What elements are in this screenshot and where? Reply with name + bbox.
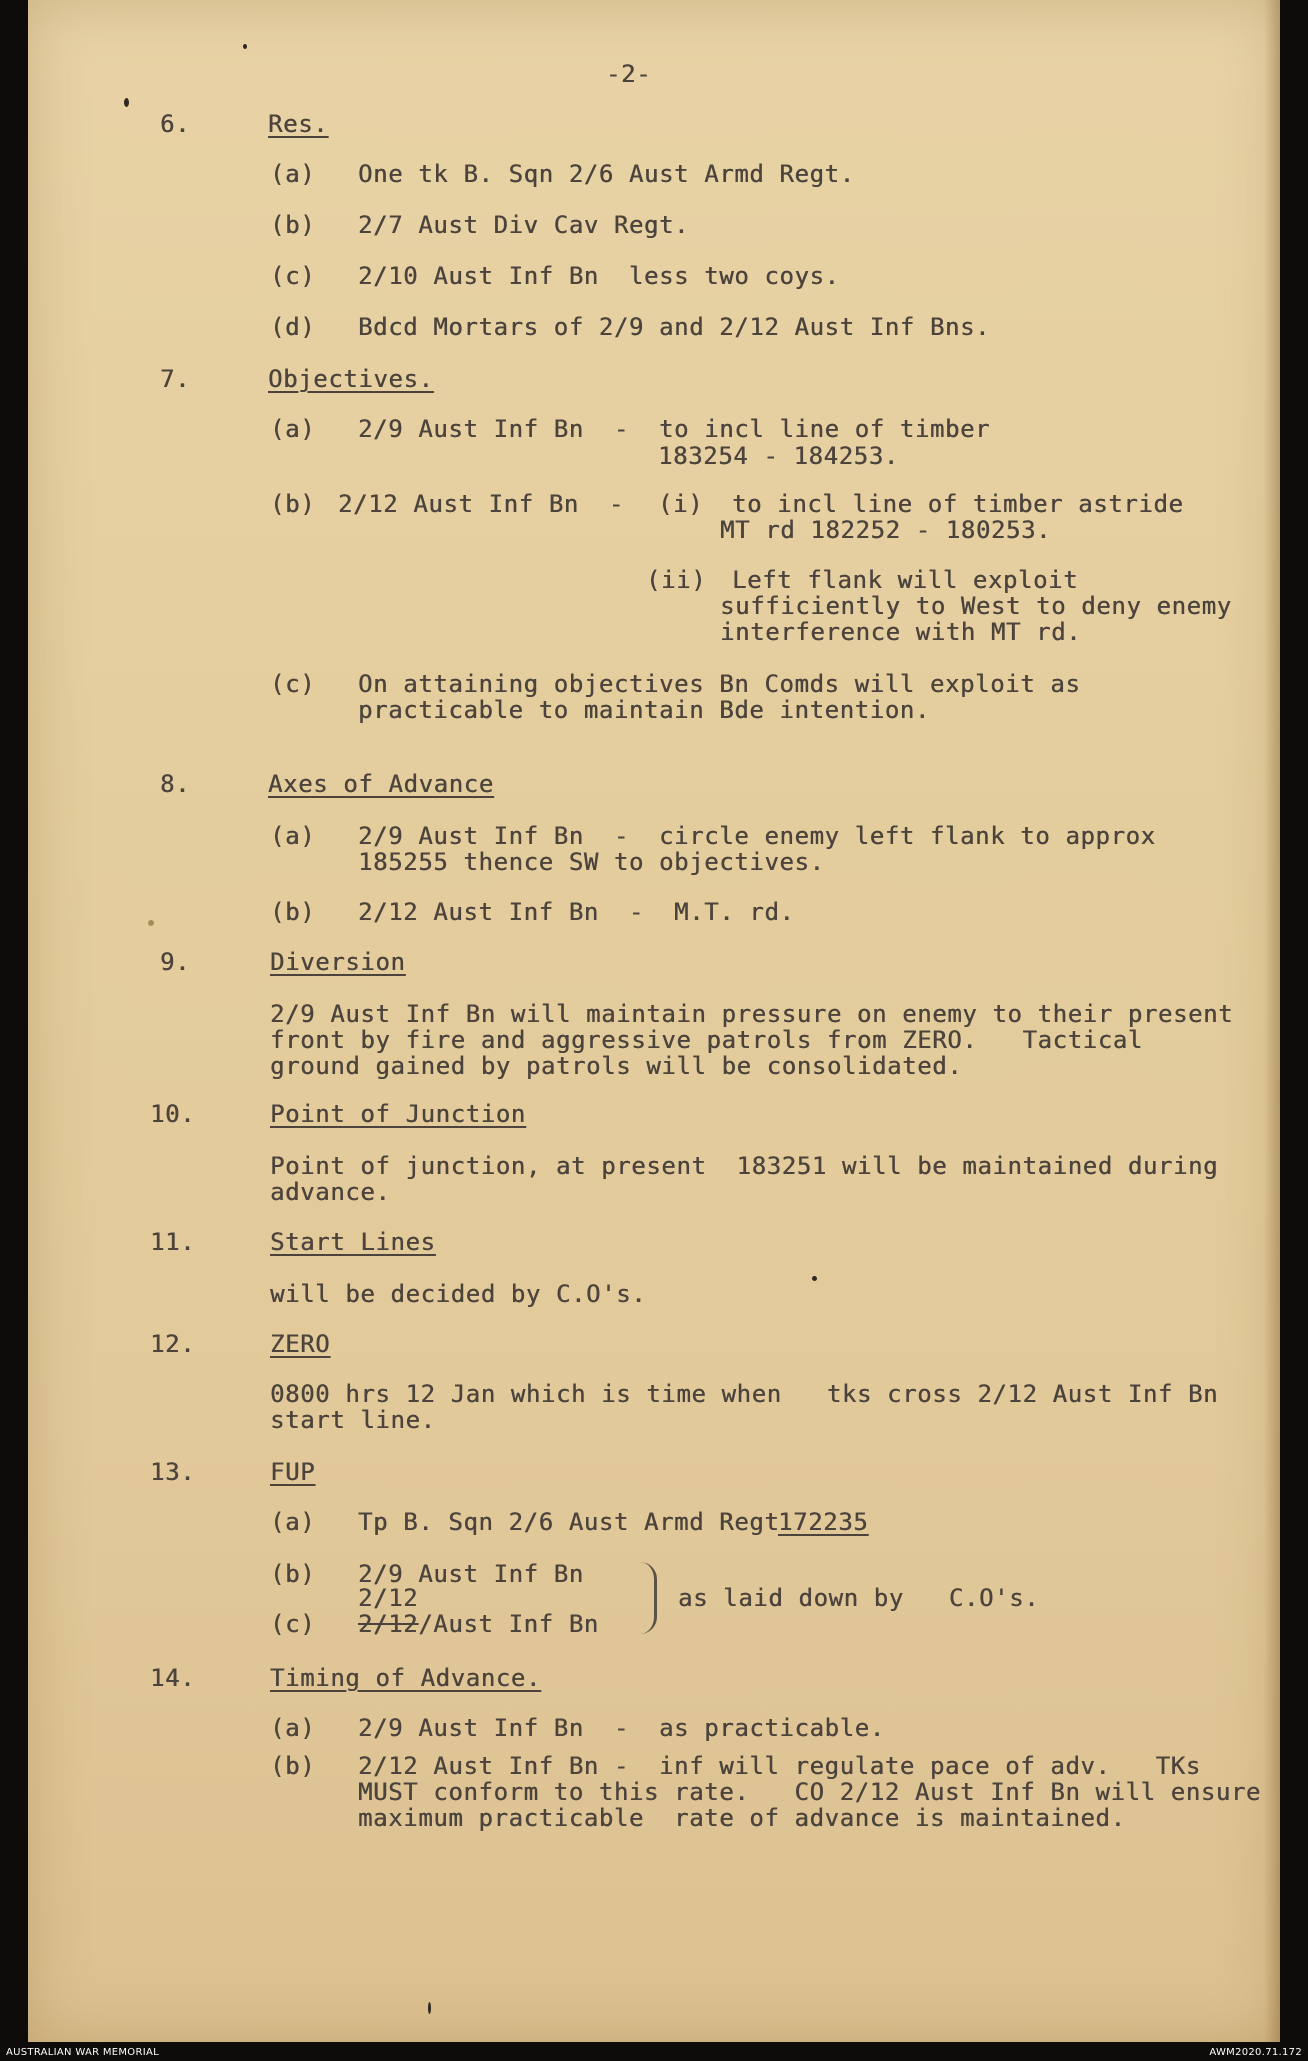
item-6c-text: 2/10 Aust Inf Bn less two coys.	[358, 262, 840, 290]
section-14-number: 14.	[150, 1664, 196, 1692]
section-12-para-line1: 0800 hrs 12 Jan which is time when tks cross 2/12 Aust Inf Bn	[270, 1380, 1219, 1408]
section-13-title: FUP	[270, 1458, 316, 1486]
item-14b-text: 2/12 Aust Inf Bn - inf will regulate pace of adv. TKs	[358, 1752, 1201, 1780]
section-10-para-line1: Point of junction, at present 183251 will be maintained during	[270, 1152, 1219, 1180]
item-7a-text-cont: 183254 - 184253.	[658, 442, 899, 470]
footer-institution: AUSTRALIAN WAR MEMORIAL	[6, 2047, 159, 2058]
item-13c-text	[358, 1610, 599, 1638]
brace-bracket	[640, 1562, 657, 1634]
section-12-number: 12.	[150, 1330, 196, 1358]
item-13a-label: (a)	[270, 1508, 316, 1536]
item-6d-label: (d)	[270, 313, 316, 341]
section-10-para-line2: advance.	[270, 1178, 391, 1206]
item-7b-i-text: to incl line of timber astride	[732, 490, 1184, 518]
item-13c-insertion: 2/12	[358, 1584, 419, 1612]
section-12-para-line2: start line.	[270, 1406, 436, 1434]
item-13a-map-ref: 172235	[778, 1508, 869, 1536]
paper-speck	[812, 1276, 817, 1281]
section-9-para-line2: front by fire and aggressive patrols from ZERO. Tactical	[270, 1026, 1143, 1054]
paper-speck	[148, 920, 154, 926]
item-6d-text: Bdcd Mortars of 2/9 and 2/12 Aust Inf Bns.	[358, 313, 991, 341]
item-7c-label: (c)	[270, 670, 316, 698]
section-11-para: will be decided by C.O's.	[270, 1280, 647, 1308]
item-7a-label: (a)	[270, 415, 316, 443]
item-14b-label: (b)	[270, 1752, 316, 1780]
item-13bc-note: as laid down by C.O's.	[678, 1584, 1040, 1612]
page-number: -2-	[606, 60, 652, 88]
paper-speck	[428, 2002, 431, 2014]
item-6b-text: 2/7 Aust Div Cav Regt.	[358, 211, 690, 239]
section-11-number: 11.	[150, 1228, 196, 1256]
paper-speck	[124, 98, 129, 107]
item-7b-ii-text: Left flank will exploit	[732, 566, 1079, 594]
section-6-number: 6.	[160, 110, 191, 138]
section-14-title: Timing of Advance.	[270, 1664, 541, 1692]
item-7c-text: On attaining objectives Bn Comds will exploit as	[358, 670, 1081, 698]
footer-accession-number: AWM2020.71.172	[1209, 2047, 1302, 2058]
item-8b-label: (b)	[270, 898, 316, 926]
section-7-title: Objectives.	[268, 365, 434, 393]
section-9-para-line3: ground gained by patrols will be consolidated.	[270, 1052, 963, 1080]
section-7-number: 7.	[160, 365, 191, 393]
item-8b-text: 2/12 Aust Inf Bn - M.T. rd.	[358, 898, 795, 926]
section-9-number: 9.	[160, 948, 191, 976]
item-14a-text: 2/9 Aust Inf Bn - as practicable.	[358, 1714, 885, 1742]
item-7a-text: 2/9 Aust Inf Bn - to incl line of timber	[358, 415, 991, 443]
item-8a-text-cont: 185255 thence SW to objectives.	[358, 848, 825, 876]
item-7b-label: (b)	[270, 490, 316, 518]
item-13b-label: (b)	[270, 1560, 316, 1588]
item-14a-label: (a)	[270, 1714, 316, 1742]
item-14b-text-cont2: maximum practicable rate of advance is maintained.	[358, 1804, 1126, 1832]
section-10-title: Point of Junction	[270, 1100, 526, 1128]
item-13c-struck-text: 2/12	[358, 1610, 419, 1638]
item-8a-text: 2/9 Aust Inf Bn - circle enemy left flank to approx	[358, 822, 1156, 850]
item-13c-label: (c)	[270, 1610, 316, 1638]
item-7b-ii-label: (ii)	[646, 566, 707, 594]
item-6a-text: One tk B. Sqn 2/6 Aust Armd Regt.	[358, 160, 855, 188]
item-6c-label: (c)	[270, 262, 316, 290]
section-10-number: 10.	[150, 1100, 196, 1128]
item-7b-ii-text-cont2: interference with MT rd.	[720, 618, 1082, 646]
item-7b-i-text-cont: MT rd 182252 - 180253.	[720, 516, 1052, 544]
item-7b-text: 2/12 Aust Inf Bn -	[338, 490, 624, 518]
item-6a-label: (a)	[270, 160, 316, 188]
item-7c-text-cont: practicable to maintain Bde intention.	[358, 696, 930, 724]
section-12-title: ZERO	[270, 1330, 331, 1358]
document-page	[28, 0, 1280, 2042]
section-9-para-line1: 2/9 Aust Inf Bn will maintain pressure on enemy to their present	[270, 1000, 1234, 1028]
item-13a-text: Tp B. Sqn 2/6 Aust Armd Regt	[358, 1508, 780, 1536]
item-14b-text-cont1: MUST conform to this rate. CO 2/12 Aust Inf Bn will ensure	[358, 1778, 1261, 1806]
section-8-number: 8.	[160, 770, 191, 798]
section-11-title: Start Lines	[270, 1228, 436, 1256]
item-7b-i-label: (i)	[658, 490, 704, 518]
paper-speck	[243, 44, 247, 49]
item-8a-label: (a)	[270, 822, 316, 850]
section-6-title: Res.	[268, 110, 329, 138]
item-13b-text: 2/9 Aust Inf Bn	[358, 1560, 584, 1588]
section-8-title: Axes of Advance	[268, 770, 494, 798]
item-6b-label: (b)	[270, 211, 316, 239]
section-9-title: Diversion	[270, 948, 406, 976]
section-13-number: 13.	[150, 1458, 196, 1486]
item-7b-ii-text-cont1: sufficiently to West to deny enemy	[720, 592, 1232, 620]
item-13c-unit: /Aust Inf Bn	[418, 1610, 599, 1638]
